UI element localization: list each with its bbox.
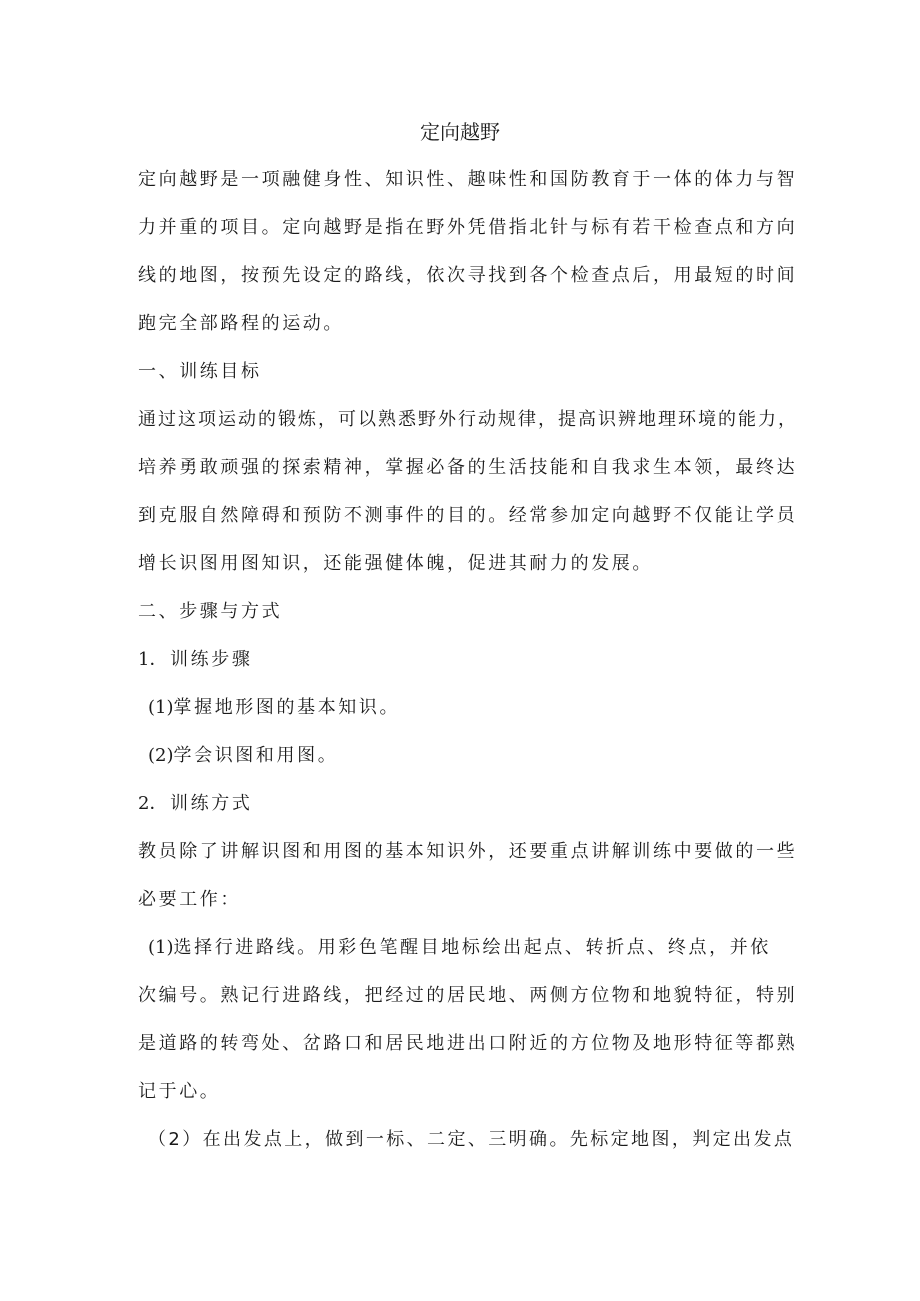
- sub1-item-1-number: (1): [148, 697, 174, 718]
- sub2-item-1-line-1: [148, 935, 771, 961]
- sub2-heading-number: 2: [138, 793, 150, 814]
- section2-heading: 二、步骤与方式: [138, 601, 283, 622]
- sub2-item-1-text: 选择行进路线。用彩色笔醒目地标绘出起点、转折点、终点，并依: [173, 937, 771, 958]
- intro-line-3: 线的地图，按预先设定的路线，依次寻找到各个检查点后，用最短的时间: [138, 265, 798, 286]
- sub2-line-2: 必要工作：: [138, 889, 241, 910]
- intro-line-2: 力并重的项目。定向越野是指在野外凭借指北针与标有若干检查点和方向: [138, 217, 798, 238]
- sub1-item-1: [148, 695, 400, 721]
- sub2-item-1-line-4: 记于心。: [138, 1081, 221, 1102]
- section1-line-4: 增长识图用图知识，还能强健体魄，促进其耐力的发展。: [138, 553, 653, 574]
- sub2-heading: [138, 791, 252, 817]
- intro-line-1: 定向越野是一项融健身性、知识性、趣味性和国防教育于一体的体力与智: [138, 169, 798, 190]
- sub1-item-2-text: 学会识图和用图。: [173, 745, 339, 766]
- sub2-heading-text: ．训练方式: [149, 793, 253, 814]
- sub2-item-1-line-3: 是道路的转弯处、岔路口和居民地进出口附近的方位物及地形特征等都熟: [138, 1033, 798, 1054]
- document-title: 定向越野: [420, 120, 500, 144]
- section1-line-2: 培养勇敢顽强的探索精神，掌握必备的生活技能和自我求生本领，最终达: [138, 457, 798, 478]
- sub1-heading-text: ．训练步骤: [149, 649, 253, 670]
- section1-line-3: 到克服自然障碍和预防不测事件的目的。经常参加定向越野不仅能让学员: [138, 505, 798, 526]
- sub1-item-2-number: (2): [148, 745, 174, 766]
- section1-heading: 一、训练目标: [138, 361, 262, 382]
- section1-line-1: 通过这项运动的锻炼，可以熟悉野外行动规律，提高识辨地理环境的能力，: [138, 409, 798, 430]
- sub2-item-2-text: 在出发点上，做到一标、二定、三明确。先标定地图，判定出发点: [202, 1129, 795, 1150]
- sub2-item-2-line-1: [148, 1127, 794, 1153]
- sub1-heading: [138, 647, 252, 673]
- sub2-item-1-line-2: 次编号。熟记行进路线，把经过的居民地、两侧方位物和地貌特征，特别: [138, 985, 798, 1006]
- intro-line-4: 跑完全部路程的运动。: [138, 313, 344, 334]
- sub1-item-1-text: 掌握地形图的基本知识。: [173, 697, 401, 718]
- sub2-item-1-number: (1): [148, 937, 174, 958]
- sub2-item-2-number: （2）: [148, 1129, 203, 1150]
- sub1-heading-number: 1: [138, 649, 150, 670]
- sub2-line-1: 教员除了讲解识图和用图的基本知识外，还要重点讲解训练中要做的一些: [138, 841, 798, 862]
- sub1-item-2: [148, 743, 338, 769]
